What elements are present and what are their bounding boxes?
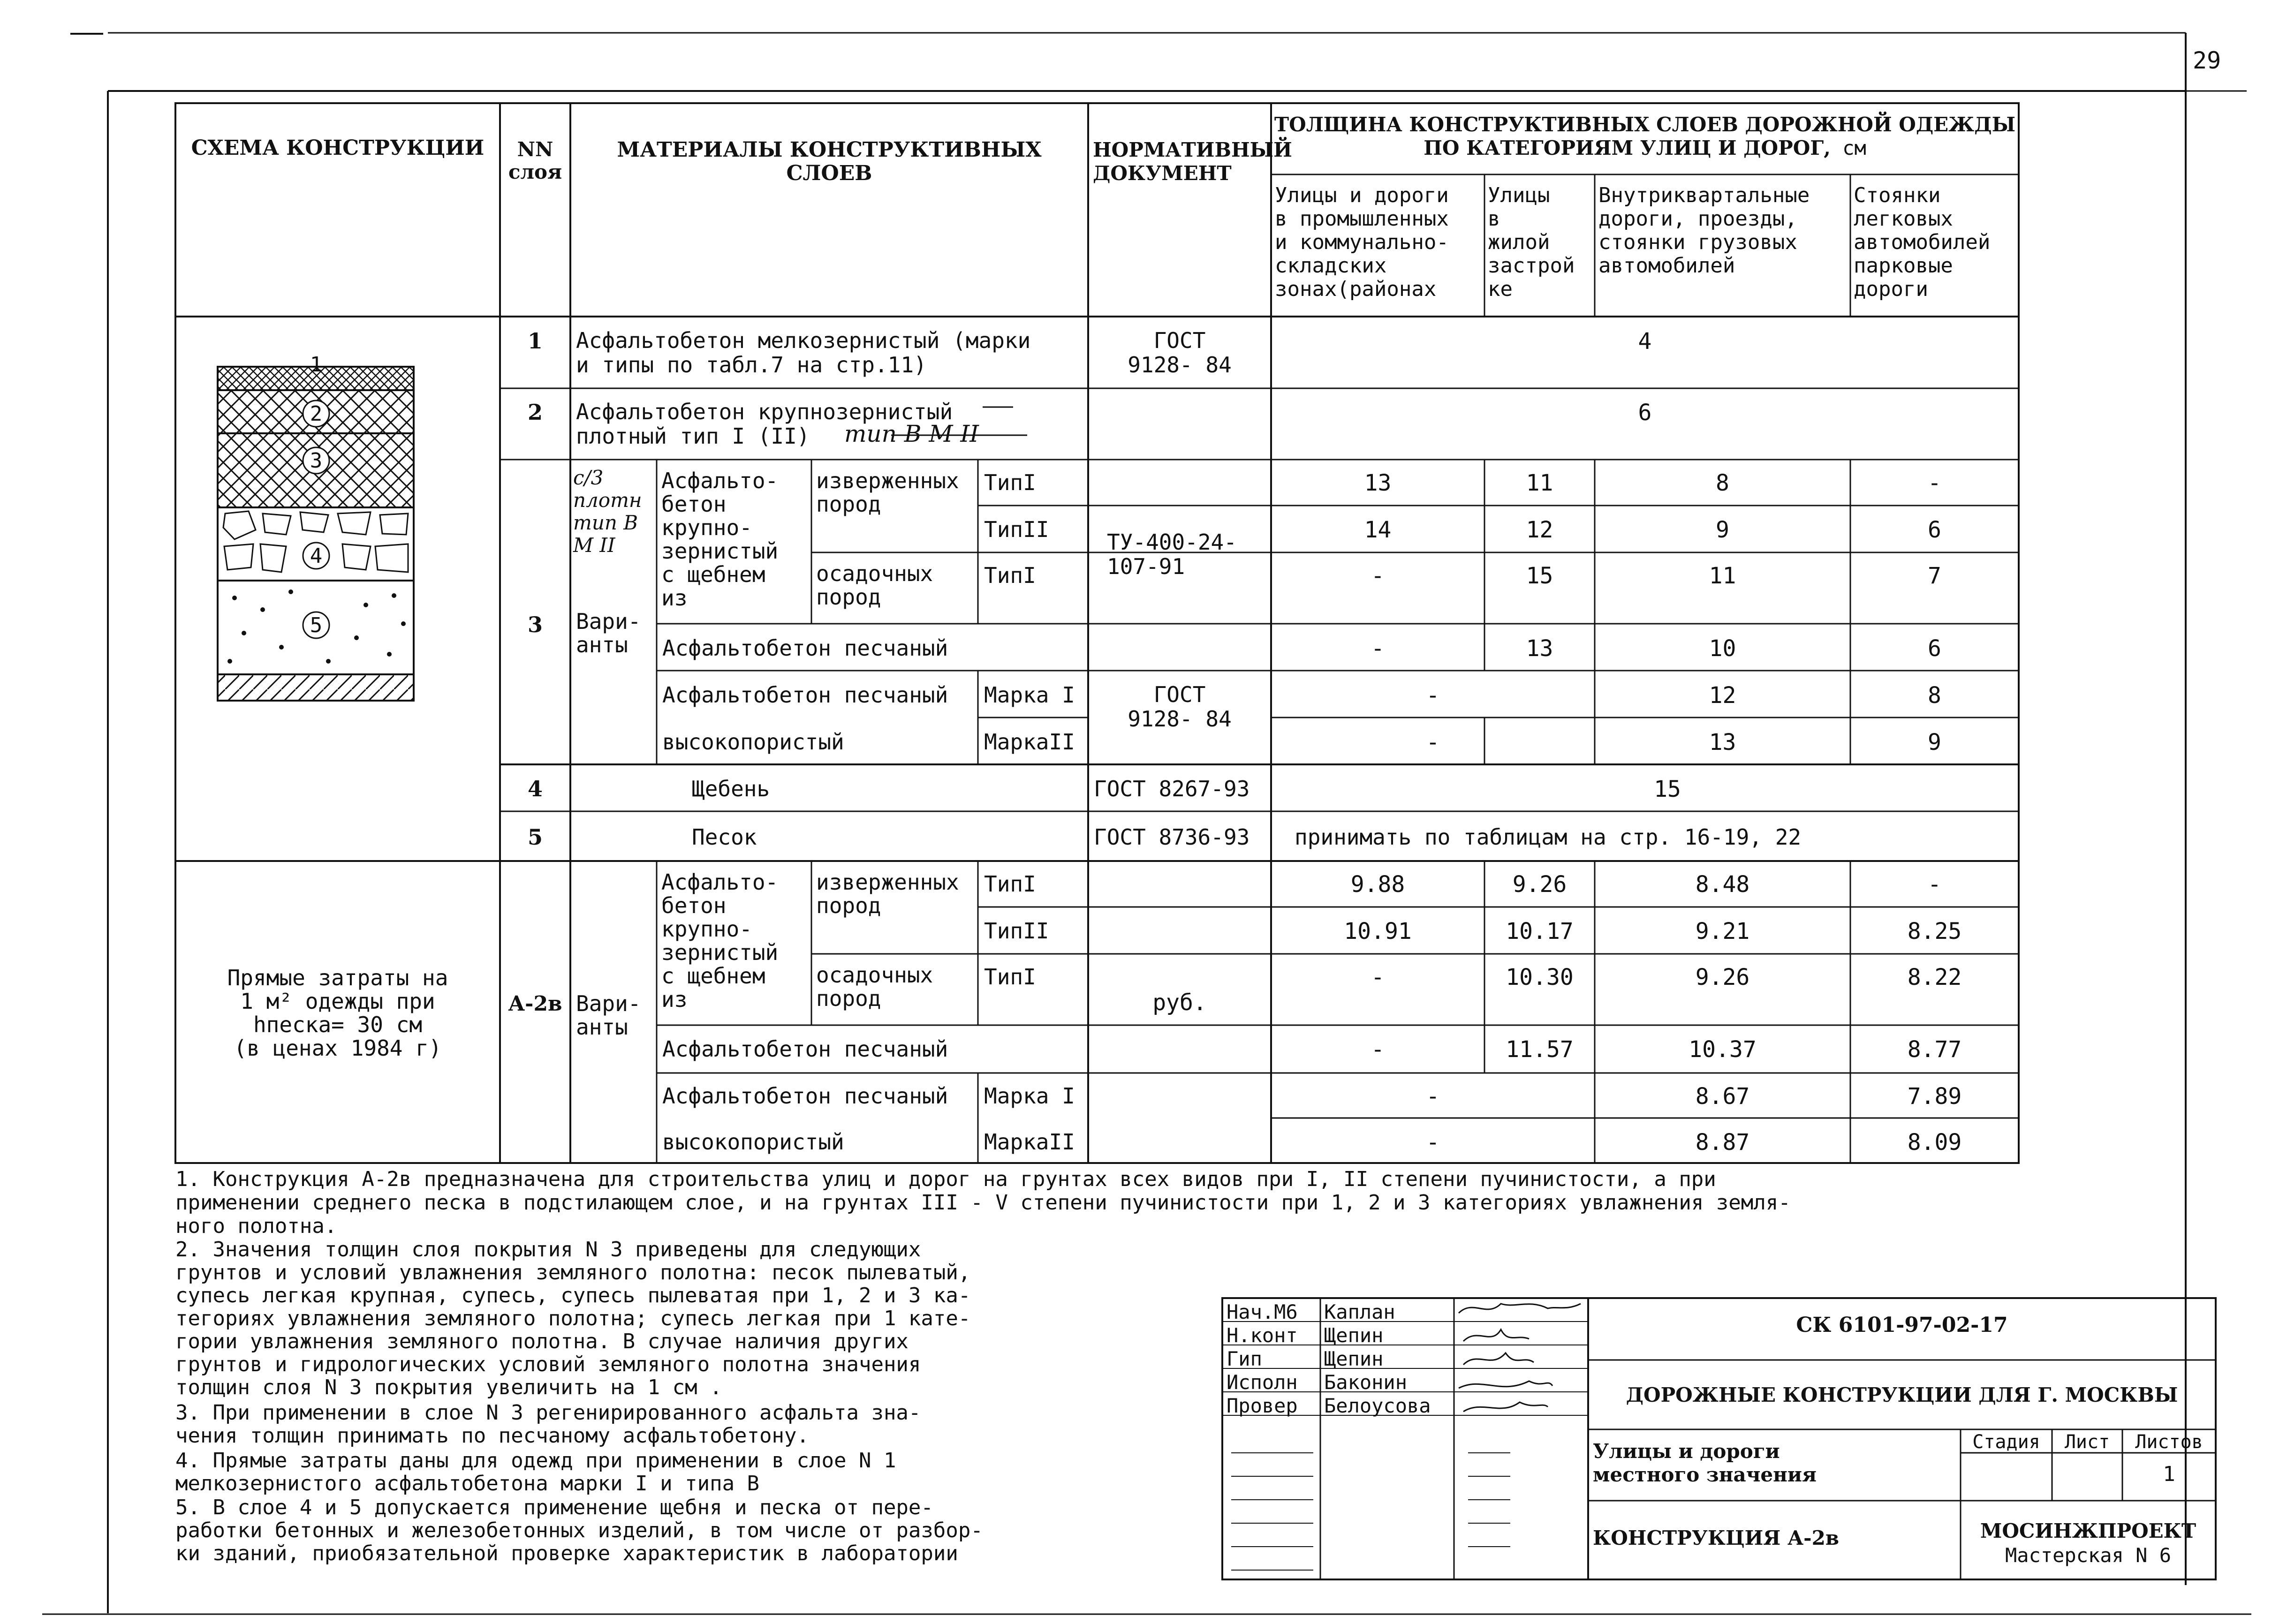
costs-r2-c3: 9.21 xyxy=(1695,918,1750,944)
layer-3-r4-c3: 10 xyxy=(1709,635,1736,662)
costs-hp2-c12: - xyxy=(1426,1129,1440,1156)
layer-2-material: Асфальтобетон крупнозернистый плотный тип I (II) xyxy=(576,399,953,449)
layer-3-mark-2: МаркаII xyxy=(984,729,1075,755)
layer-3-r2-c3: 9 xyxy=(1716,517,1729,543)
costs-variants: Вари- анты xyxy=(576,991,641,1040)
layer-3-type-1-sedimentary: ТипI xyxy=(984,563,1036,588)
layer-5-number: 5 xyxy=(527,824,543,850)
stamp-title: ДОРОЖНЫЕ КОНСТРУКЦИИ ДЛЯ Г. МОСКВЫ xyxy=(1626,1383,2178,1406)
stamp-organization: МОСИНЖПРОЕКТ xyxy=(1980,1519,2196,1542)
page-number: 29 xyxy=(2193,47,2221,74)
diagram-label-2: 2 xyxy=(310,402,323,426)
layer-3-sedimentary: осадочных пород xyxy=(816,561,933,610)
stamp-sheets-label: Листов xyxy=(2135,1431,2203,1453)
layer-3-r3-c1: - xyxy=(1371,563,1385,589)
costs-r1-c4: - xyxy=(1928,871,1941,898)
header-category-industrial: Улицы и дороги в промышленных и коммунально- складских зонах(районах xyxy=(1275,183,1449,301)
layer-3-r2-c4: 6 xyxy=(1928,517,1941,543)
layer-4-number: 4 xyxy=(527,776,543,801)
stamp-role-5: Провер xyxy=(1227,1394,1298,1417)
costs-hp1-c4: 7.89 xyxy=(1907,1083,1962,1110)
costs-coarse-asphalt: Асфальто- бетон крупно- зернистый с щебнем из xyxy=(661,869,779,1012)
costs-igneous: изверженных пород xyxy=(816,869,959,918)
stamp-name-5: Белоусова xyxy=(1324,1394,1431,1417)
costs-type-2-igneous: ТипII xyxy=(984,918,1049,944)
header-normative-document: НОРМАТИВНЫЙ ДОКУМЕНТ xyxy=(1093,138,1292,185)
layer-3-coarse-asphalt: Асфальто- бетон крупно- зернистый с щебнем из xyxy=(661,468,779,611)
layer-3-handwritten-note: с/3 плотн тип В М II xyxy=(573,466,642,557)
layer-3-document-tu: ТУ-400-24- 107-91 xyxy=(1107,529,1237,579)
layer-3-r2-c2: 12 xyxy=(1526,517,1553,543)
costs-sedimentary: осадочных пород xyxy=(816,962,933,1011)
stamp-name-1: Каплан xyxy=(1324,1300,1395,1323)
costs-sandy-asphalt: Асфальтобетон песчаный xyxy=(662,1036,948,1062)
costs-r4-c4: 8.77 xyxy=(1907,1036,1962,1063)
layer-3-r3-c3: 11 xyxy=(1709,563,1736,589)
costs-r2-c2: 10.17 xyxy=(1506,918,1574,944)
layer-2-number: 2 xyxy=(527,400,543,425)
costs-r3-c2: 10.30 xyxy=(1506,964,1574,990)
layer-3-r2-c1: 14 xyxy=(1364,517,1392,543)
layer-5-material: Песок xyxy=(692,824,757,850)
layer-3-document-gost: ГОСТ 9128- 84 xyxy=(1128,682,1232,732)
layer-3-r4-c2: 13 xyxy=(1526,635,1553,662)
header-thickness-title: ТОЛЩИНА КОНСТРУКТИВНЫХ СЛОЕВ ДОРОЖНОЙ ОДЕЖДЫ xyxy=(1274,113,2016,136)
layer-3-r1-c4: - xyxy=(1928,470,1941,496)
layer-3-type-1-igneous: ТипI xyxy=(984,470,1036,495)
layer-3-type-2-igneous: ТипII xyxy=(984,517,1049,542)
layer-3-hp2-c12: - xyxy=(1426,729,1440,755)
layer-3-variants: Вари- анты xyxy=(576,609,641,657)
layer-3-r4-c4: 6 xyxy=(1928,635,1941,662)
stamp-workshop: Мастерская N 6 xyxy=(2005,1544,2171,1567)
costs-r1-c2: 9.26 xyxy=(1512,871,1567,898)
header-layer-number: NN слоя xyxy=(508,138,562,183)
layer-4-value: 15 xyxy=(1654,776,1681,802)
layer-3-hp1-c4: 8 xyxy=(1928,682,1941,709)
stamp-construction: КОНСТРУКЦИЯ А-2в xyxy=(1593,1526,1839,1549)
header-unit: см xyxy=(1842,136,1866,159)
layer-3-number: 3 xyxy=(527,612,543,637)
stamp-role-3: Гип xyxy=(1227,1347,1262,1370)
header-category-intra-block: Внутриквартальные дороги, проезды, стоянки грузовых автомобилей xyxy=(1598,183,1810,278)
stamp-name-4: Баконин xyxy=(1324,1371,1408,1394)
layer-3-r1-c1: 13 xyxy=(1364,470,1392,496)
layer-4-material: Щебень xyxy=(692,776,770,801)
costs-unit: руб. xyxy=(1152,990,1207,1016)
layer-1-value: 4 xyxy=(1638,328,1652,355)
layer-5-document: ГОСТ 8736-93 xyxy=(1094,824,1250,850)
costs-r3-c1: - xyxy=(1371,964,1385,990)
costs-r4-c1: - xyxy=(1371,1036,1385,1063)
costs-type-1-sedimentary: ТипI xyxy=(984,964,1036,990)
layer-3-hp1-c3: 12 xyxy=(1709,682,1736,709)
costs-type-1-igneous: ТипI xyxy=(984,871,1036,897)
note-1: 1. Конструкция А-2в предназначена для строительства улиц и дорог на грунтах всех видов при I, II степени пучинистости, а при применении среднего песка в подстилающем слое, и на грунтах III - V степени пучинистости при 1, 2 и 3 категориях увлажнения земля- ного полотна. xyxy=(175,1167,1791,1238)
costs-r4-c2: 11.57 xyxy=(1506,1036,1574,1063)
layer-3-igneous: изверженных пород xyxy=(816,468,959,517)
costs-hp2-c4: 8.09 xyxy=(1907,1129,1962,1156)
note-4: 4. Прямые затраты даны для одежд при применении в слое N 1 мелкозернистого асфальтобетона марки I и типа В xyxy=(175,1449,896,1496)
layer-3-hp1-c12: - xyxy=(1426,682,1440,709)
header-thickness-subtitle: ПО КАТЕГОРИЯМ УЛИЦ И ДОРОГ, см xyxy=(1424,136,1866,159)
layer-3-sandy-asphalt: Асфальтобетон песчаный xyxy=(662,635,948,661)
stamp-sheet-label: Лист xyxy=(2064,1431,2110,1453)
costs-r4-c3: 10.37 xyxy=(1689,1036,1757,1063)
stamp-document-code: СК 6101-97-02-17 xyxy=(1796,1313,2008,1337)
header-category-parking: Стоянки легковых автомобилей парковые дороги xyxy=(1854,183,1991,301)
layer-3-sandy-asphalt-hp: Асфальтобетон песчаный xyxy=(662,682,948,708)
diagram-label-4: 4 xyxy=(310,544,323,568)
header-materials: МАТЕРИАЛЫ КОНСТРУКТИВНЫХ СЛОЕВ xyxy=(617,138,1042,185)
note-3: 3. При применении в слое N 3 регенирированного асфальта зна- чения толщин принимать по песчаному асфальтобетону. xyxy=(175,1401,921,1448)
layer-3-r3-c2: 15 xyxy=(1526,563,1553,589)
costs-mark-1: Марка I xyxy=(984,1083,1075,1109)
diagram-label-1: 1 xyxy=(310,353,323,377)
costs-hp1-c12: - xyxy=(1426,1083,1440,1110)
stamp-stage-label: Стадия xyxy=(1972,1431,2040,1453)
costs-r3-c4: 8.22 xyxy=(1907,964,1962,990)
layer-2-value: 6 xyxy=(1638,400,1652,426)
header-scheme: СХЕМА КОНСТРУКЦИИ xyxy=(191,136,485,160)
costs-sandy-asphalt-hp: Асфальтобетон песчаный xyxy=(662,1083,948,1109)
note-2: 2. Значения толщин слоя покрытия N 3 приведены для следующих грунтов и условий увлажнения земляного полотна: песок пылеватый, супесь легкая крупная, супесь, супесь пылеватая при 1, 2 и 3 ка- тегориях увлажнения земляного полотна; супесь легкая при 1 кате- гории увлажнения земляного полотна. В случае наличия других грунтов и гидрологических условий земляного полотна значения толщин слоя N 3 покрытия увеличить на 1 см . xyxy=(175,1238,971,1399)
layer-3-high-porous: высокопористый xyxy=(662,729,844,755)
layer-1-material: Асфальтобетон мелкозернистый (марки и типы по табл.7 на стр.11) xyxy=(576,328,1031,378)
layer-3-r3-c4: 7 xyxy=(1928,563,1941,589)
layer-1-document: ГОСТ 9128- 84 xyxy=(1128,328,1232,378)
costs-r3-c3: 9.26 xyxy=(1695,964,1750,990)
layer-4-document: ГОСТ 8267-93 xyxy=(1094,776,1250,801)
stamp-name-3: Щепин xyxy=(1324,1347,1384,1370)
layer-3-hp2-c4: 9 xyxy=(1928,729,1941,755)
diagram-label-5: 5 xyxy=(310,613,323,637)
costs-hp1-c3: 8.67 xyxy=(1695,1083,1750,1110)
layer-2-handwritten-note: тип В М II xyxy=(844,420,979,447)
header-category-residential: Улицы в жилой застрой ке xyxy=(1488,183,1575,301)
stamp-role-2: Н.конт xyxy=(1227,1324,1298,1347)
layer-3-hp2-c3: 13 xyxy=(1709,729,1736,755)
layer-3-r1-c2: 11 xyxy=(1526,470,1553,496)
costs-hp2-c3: 8.87 xyxy=(1695,1129,1750,1156)
stamp-subject: Улицы и дороги местного значения xyxy=(1593,1440,1817,1486)
stamp-sheets-value: 1 xyxy=(2163,1462,2175,1486)
stamp-role-1: Нач.М6 xyxy=(1227,1300,1298,1323)
costs-construction-code: А-2в xyxy=(508,992,562,1016)
layer-3-r1-c3: 8 xyxy=(1716,470,1729,496)
costs-r2-c4: 8.25 xyxy=(1907,918,1962,944)
stamp-role-4: Исполн xyxy=(1227,1371,1298,1394)
layer-3-mark-1: Марка I xyxy=(984,682,1075,708)
costs-r1-c3: 8.48 xyxy=(1695,871,1750,898)
diagram-label-3: 3 xyxy=(310,449,323,473)
costs-high-porous: высокопористый xyxy=(662,1129,844,1155)
costs-r2-c1: 10.91 xyxy=(1344,918,1412,944)
layer-3-r4-c1: - xyxy=(1371,635,1385,662)
layer-5-value: принимать по таблицам на стр. 16-19, 22 xyxy=(1295,824,1802,850)
note-5: 5. В слое 4 и 5 допускается применение щебня и песка от пере- работки бетонных и железобетонных изделий, в том числе от разбор- ки зданий, приобязательной проверке характеристик в лаборатории xyxy=(175,1496,983,1565)
stamp-name-2: Щепин xyxy=(1324,1324,1384,1347)
costs-mark-2: МаркаII xyxy=(984,1129,1075,1155)
costs-r1-c1: 9.88 xyxy=(1350,871,1405,898)
costs-label: Прямые затраты на 1 м² одежды при hпеска= 30 см (в ценах 1984 г) xyxy=(227,965,448,1061)
layer-1-number: 1 xyxy=(527,328,543,354)
